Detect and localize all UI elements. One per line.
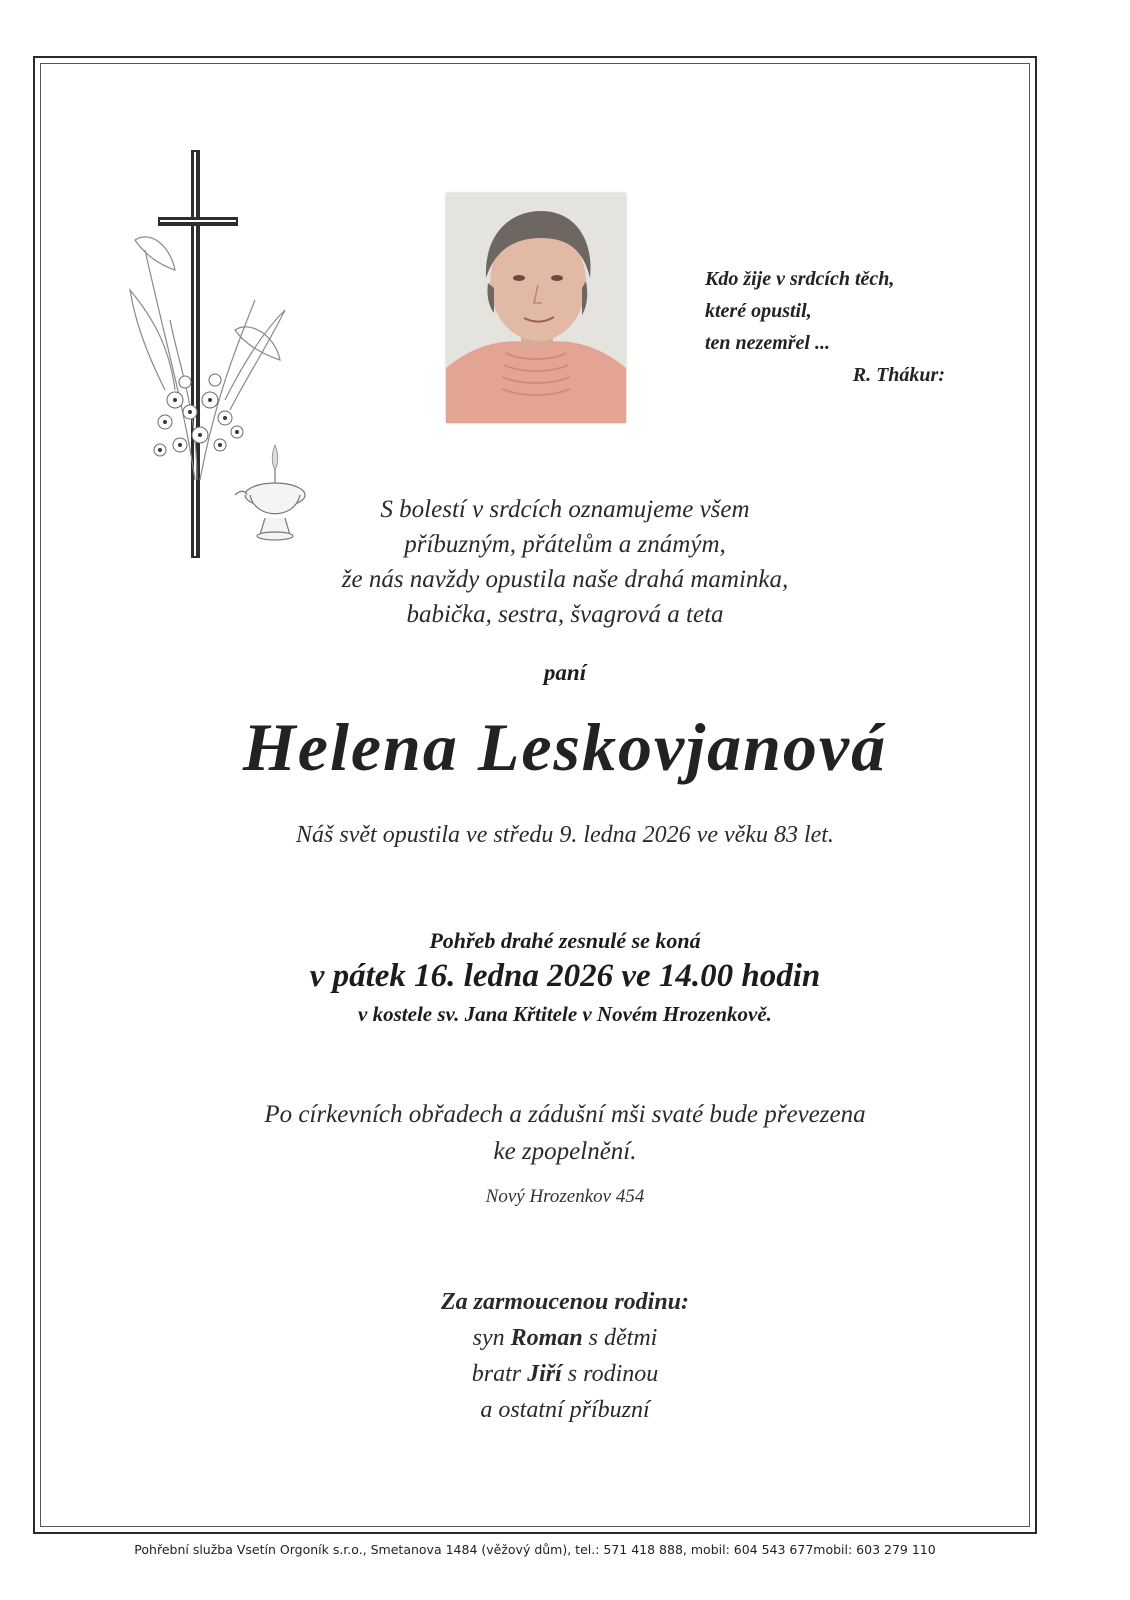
family-block (150, 1284, 980, 1428)
announcement-line: babička, sestra, švagrová a teta (406, 601, 724, 628)
family-member-relation: a ostatní příbuzní (480, 1397, 650, 1423)
cremation-line: Po církevních obřadech a zádušní mši svaté bude převezena (264, 1101, 866, 1128)
quote-line: Kdo žije v srdcích těch, (705, 268, 895, 290)
quote-line: které opustil, (705, 300, 812, 322)
announcement-line: že nás navždy opustila naše drahá maminka, (341, 566, 789, 593)
portrait-photo (446, 193, 626, 423)
announcement-line: příbuzným, přátelům a známým, (404, 531, 726, 558)
announcement-line: S bolestí v srdcích oznamujeme všem (380, 496, 750, 523)
funeral-service-footer: Pohřební služba Vsetín Orgoník s.r.o., Smetanova 1484 (věžový dům), tel.: 571 418 888, mobil: 604 543 677mobil: 603 279 110 (134, 1542, 936, 1557)
family-member (150, 1320, 980, 1356)
deceased-name: Helena Leskovjanová (242, 709, 888, 785)
funeral-date-time: v pátek 16. ledna 2026 ve 14.00 hodin (309, 958, 821, 994)
family-member (150, 1392, 980, 1428)
announcement (150, 492, 980, 632)
family-member-name: Roman (510, 1325, 583, 1351)
quote-block (705, 263, 965, 391)
family-member (150, 1356, 980, 1392)
family-member-name: Jiří (527, 1361, 562, 1387)
family-heading: Za zarmoucenou rodinu: (440, 1289, 690, 1315)
family-member-suffix: s rodinou (561, 1361, 659, 1387)
funeral-intro: Pohřeb drahé zesnulé se koná (429, 928, 701, 953)
family-member-relation: syn (472, 1325, 511, 1351)
title-prefix: paní (543, 660, 587, 685)
quote-author: R. Thákur: (852, 364, 945, 386)
funeral-place: v kostele sv. Jana Křtitele v Novém Hrozenkově. (358, 1002, 772, 1026)
family-member-relation: bratr (471, 1361, 528, 1387)
cremation-line: ke zpopelnění. (493, 1138, 637, 1165)
family-member-suffix: s dětmi (582, 1325, 658, 1351)
quote-line: ten nezemřel ... (705, 332, 830, 354)
cremation-note (150, 1096, 980, 1170)
death-notice: Náš svět opustila ve středu 9. ledna 2026 ve věku 83 let. (296, 822, 834, 848)
address: Nový Hrozenkov 454 (485, 1186, 645, 1207)
